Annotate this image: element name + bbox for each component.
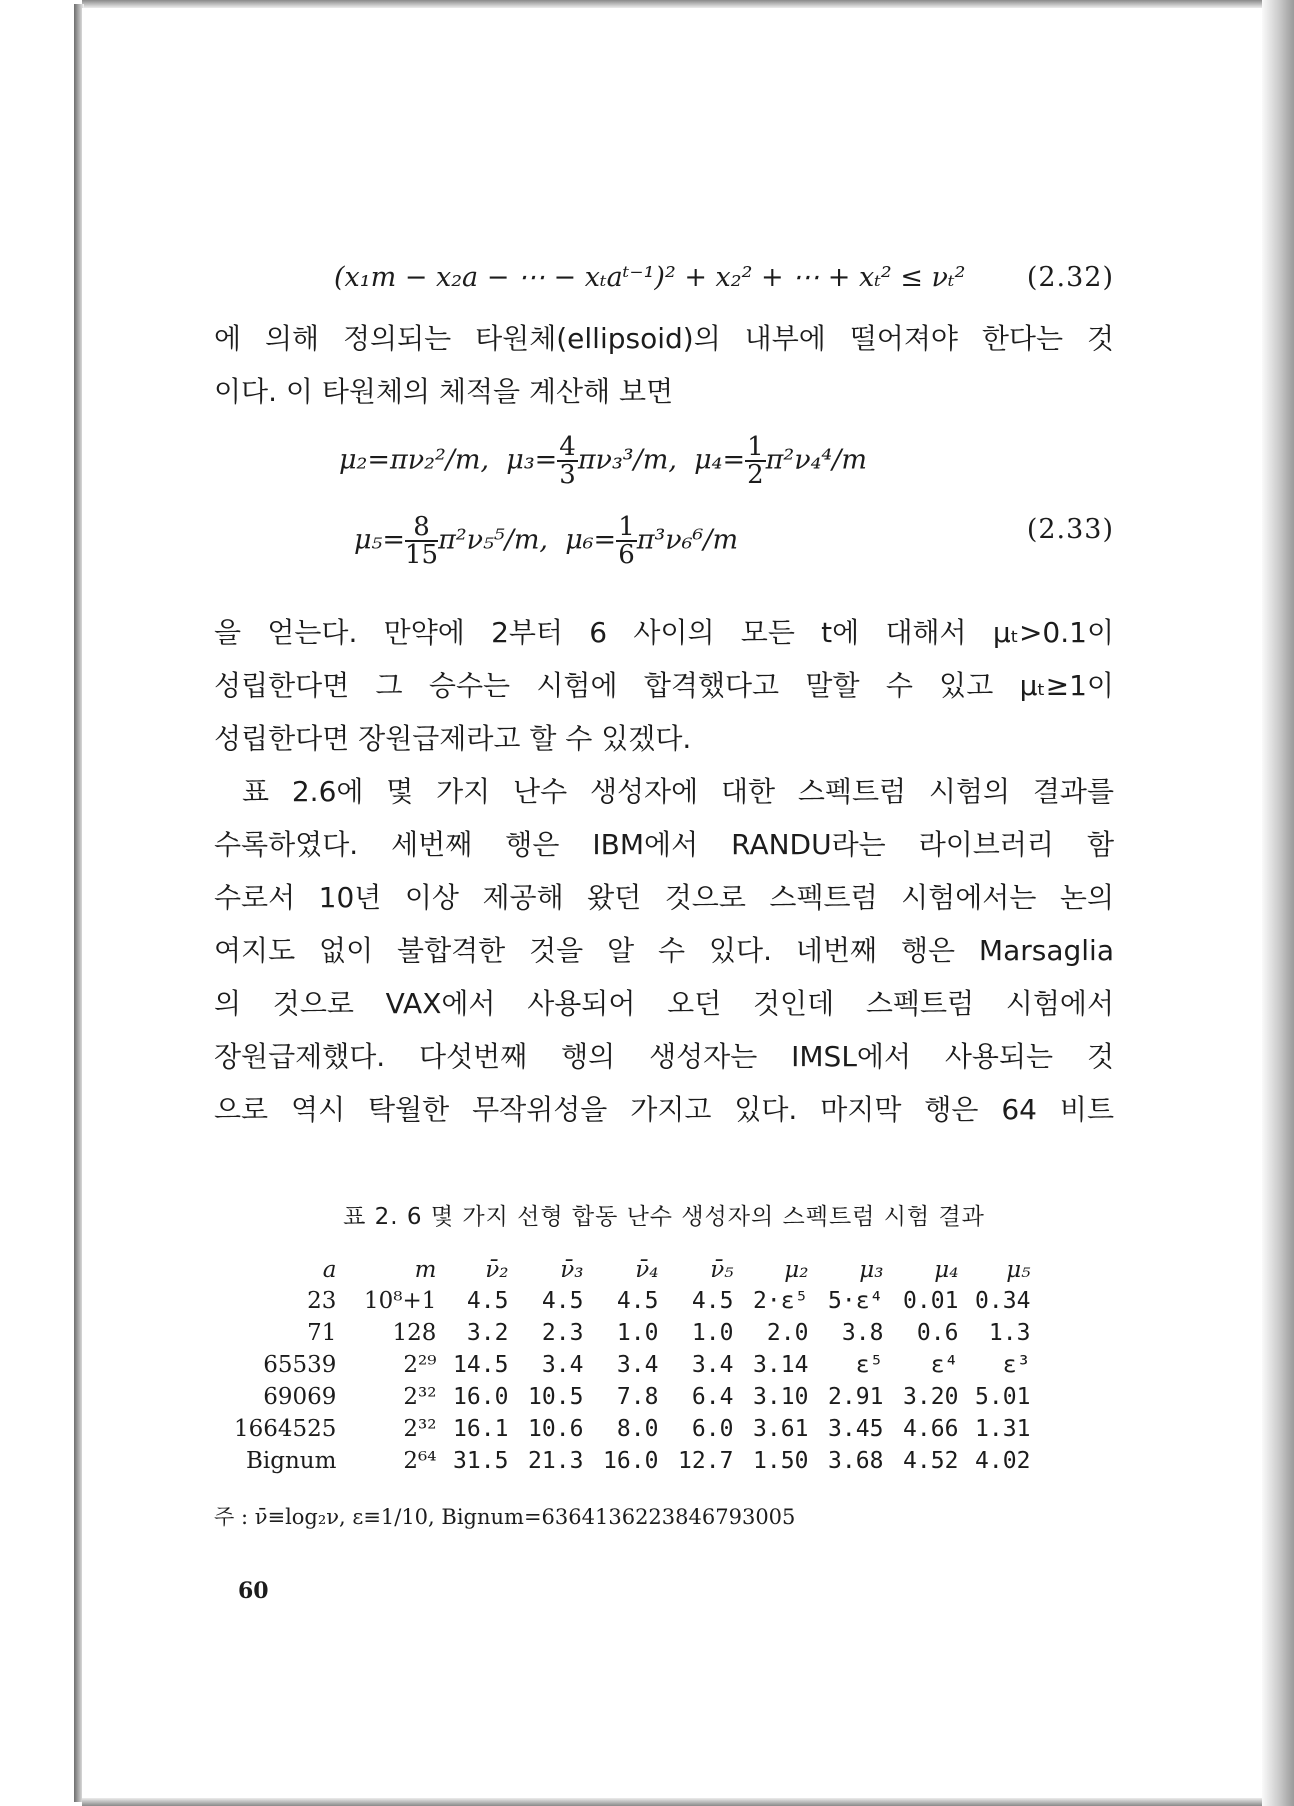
table-row: [234, 1349, 1030, 1381]
table-cell: 69069: [263, 1384, 337, 1410]
column-header: μ₃: [859, 1257, 884, 1283]
table-cell: 1.31: [975, 1416, 1031, 1442]
table-cell: 2.3: [541, 1320, 584, 1346]
text-line: 장원급제했다. 다섯번째 행의 생성자는 IMSL에서 사용되는 것: [214, 1040, 1114, 1073]
mu6-suffix: π³ν₆⁶/m: [636, 524, 739, 556]
table-cell: 0.01: [903, 1288, 959, 1314]
table-cell: 6.0: [691, 1416, 734, 1442]
mu5-prefix: μ₅=: [354, 524, 405, 556]
table-caption: 표 2. 6 몇 가지 선형 합동 난수 생성자의 스펙트럼 시험 결과: [343, 1204, 985, 1230]
table-cell: 71: [307, 1320, 337, 1346]
paragraph-2: [214, 606, 1114, 765]
text-line: 이다. 이 타원체의 체적을 계산해 보면: [214, 375, 674, 408]
table-cell: 1.3: [988, 1320, 1031, 1346]
table-cell: 6.4: [691, 1384, 734, 1410]
table-cell: 4.52: [903, 1448, 959, 1474]
table-cell: 2·ε⁵: [753, 1288, 809, 1314]
table-row: [234, 1381, 1030, 1413]
mu3-prefix: μ₃=: [506, 444, 558, 476]
table-cell: Bignum: [246, 1448, 337, 1474]
mu6-prefix: μ₆=: [565, 524, 617, 556]
table-cell: 3.2: [466, 1320, 509, 1346]
text-line: 으로 역시 탁월한 무작위성을 가지고 있다. 마지막 행은 64 비트: [214, 1093, 1114, 1126]
table-cell: 3.4: [691, 1352, 734, 1378]
column-header: ν̄₄: [635, 1257, 659, 1283]
table-cell: 5·ε⁴: [828, 1288, 884, 1314]
column-header: μ₅: [1006, 1257, 1031, 1283]
column-header: a: [322, 1257, 337, 1283]
table-cell: 2.91: [828, 1384, 884, 1410]
table-cell: 16.1: [453, 1416, 509, 1442]
table-cell: 2⁶⁴: [403, 1448, 437, 1474]
text-line: 여지도 없이 불합격한 것을 알 수 있다. 네번째 행은 Marsaglia: [214, 934, 1114, 967]
fraction: $\frac{1}{6}$: [618, 512, 635, 570]
spectral-test-table: [234, 1255, 1030, 1477]
page-edge-bottom: [82, 1798, 1262, 1806]
table-cell: 4.02: [975, 1448, 1031, 1474]
text-line: 표 2.6에 몇 가지 난수 생성자에 대한 스펙트럼 시험의 결과를: [242, 775, 1114, 808]
table-cell: 31.5: [453, 1448, 509, 1474]
column-header: ν̄₃: [560, 1257, 584, 1283]
fraction: $\frac{8}{15}$: [405, 512, 439, 570]
column-header: μ₄: [934, 1257, 959, 1283]
equation-number: (2.33): [1026, 514, 1114, 545]
table-row: [234, 1445, 1030, 1477]
table-cell: 1.0: [616, 1320, 659, 1346]
table-cell: 5.01: [975, 1384, 1031, 1410]
equation-2-33-line1: [214, 428, 1114, 508]
table-cell: 1664525: [234, 1416, 337, 1442]
table-cell: 4.5: [466, 1288, 509, 1314]
text-line: 수로서 10년 이상 제공해 왔던 것으로 스펙트럼 시험에서는 논의: [214, 881, 1114, 914]
text-line: 의 것으로 VAX에서 사용되어 오던 것인데 스펙트럼 시험에서: [214, 987, 1114, 1020]
column-header: ν̄₂: [485, 1257, 509, 1283]
fraction: $\frac{1}{2}$: [747, 432, 764, 490]
table-cell: 128: [392, 1320, 437, 1346]
table-cell: 2.0: [766, 1320, 809, 1346]
equation-number: (2.32): [1026, 262, 1114, 293]
table-cell: 1.50: [753, 1448, 809, 1474]
table-cell: 3.20: [903, 1384, 959, 1410]
table-note: 주 : ν̄≡log₂ν, ε≡1/10, Bignum=6364136223846793005: [214, 1505, 796, 1529]
table-cell: 2³²: [403, 1416, 437, 1442]
table-cell: 3.8: [841, 1320, 884, 1346]
page-number: 60: [238, 1578, 269, 1604]
page-edge-right: [1262, 0, 1294, 1806]
table-cell: ε³: [1002, 1352, 1031, 1378]
table-cell: 3.68: [828, 1448, 884, 1474]
table-header-row: [234, 1255, 1030, 1285]
table-cell: 0.34: [975, 1288, 1031, 1314]
table-cell: 16.0: [603, 1448, 659, 1474]
table-cell: 3.61: [753, 1416, 809, 1442]
table-cell: 14.5: [453, 1352, 509, 1378]
page-content: [214, 252, 1114, 1531]
table-cell: 23: [307, 1288, 337, 1314]
column-header: ν̄₅: [710, 1257, 734, 1283]
table-cell: 65539: [263, 1352, 337, 1378]
text-line: 성립한다면 장원급제라고 할 수 있겠다.: [214, 722, 692, 755]
table-cell: 8.0: [616, 1416, 659, 1442]
paragraph-1: [214, 312, 1114, 418]
table-cell: 4.5: [691, 1288, 734, 1314]
table-cell: 21.3: [528, 1448, 584, 1474]
table-cell: 3.14: [753, 1352, 809, 1378]
table-cell: 2³²: [403, 1384, 437, 1410]
table-cell: 3.45: [828, 1416, 884, 1442]
table-row: [234, 1413, 1030, 1445]
table-body: [234, 1285, 1030, 1477]
table-cell: 4.5: [616, 1288, 659, 1314]
text-line: 을 얻는다. 만약에 2부터 6 사이의 모든 t에 대해서 μₜ>0.1이: [214, 616, 1114, 649]
equation-2-32: [214, 252, 1114, 312]
mu3-suffix: πν₃³/m,: [577, 444, 677, 476]
table-cell: 3.4: [541, 1352, 584, 1378]
text-line: 수록하였다. 세번째 행은 IBM에서 RANDU라는 라이브러리 함: [214, 828, 1114, 861]
table-cell: 4.66: [903, 1416, 959, 1442]
table-cell: ε⁵: [855, 1352, 884, 1378]
text-line: 성립한다면 그 승수는 시험에 합격했다고 말할 수 있고 μₜ≥1이: [214, 669, 1114, 702]
table-cell: 10.6: [528, 1416, 584, 1442]
mu5-suffix: π²ν₅⁵/m,: [438, 524, 549, 556]
equation-2-32-body: (x₁m − x₂a − ⋯ − xₜaᵗ⁻¹)² + x₂² + ⋯ + xₜ² ≤ νₜ²: [334, 262, 966, 293]
table-cell: 3.10: [753, 1384, 809, 1410]
paragraph-3: [214, 765, 1114, 1136]
table-cell: 4.5: [541, 1288, 584, 1314]
table-row: [234, 1285, 1030, 1317]
table-cell: 1.0: [691, 1320, 734, 1346]
page-edge-top: [82, 0, 1262, 8]
mu4-prefix: μ₄=: [694, 444, 746, 476]
table-cell: 10⁸+1: [364, 1288, 437, 1314]
table-cell: 2²⁹: [403, 1352, 437, 1378]
column-header: m: [414, 1257, 437, 1283]
mu2-expression: μ₂=πν₂²/m,: [339, 444, 490, 476]
column-header: μ₂: [784, 1257, 809, 1283]
table-cell: 12.7: [678, 1448, 734, 1474]
text-line: 에 의해 정의되는 타원체(ellipsoid)의 내부에 떨어져야 한다는 것: [214, 322, 1114, 355]
table-cell: 7.8: [616, 1384, 659, 1410]
table-cell: 0.6: [916, 1320, 959, 1346]
table-cell: 16.0: [453, 1384, 509, 1410]
table-cell: ε⁴: [930, 1352, 959, 1378]
fraction: $\frac{4}{3}$: [559, 432, 576, 490]
mu4-suffix: π²ν₄⁴/m: [765, 444, 867, 476]
equation-2-33-line2: [214, 508, 1114, 588]
table-cell: 10.5: [528, 1384, 584, 1410]
table-row: [234, 1317, 1030, 1349]
table-cell: 3.4: [616, 1352, 659, 1378]
